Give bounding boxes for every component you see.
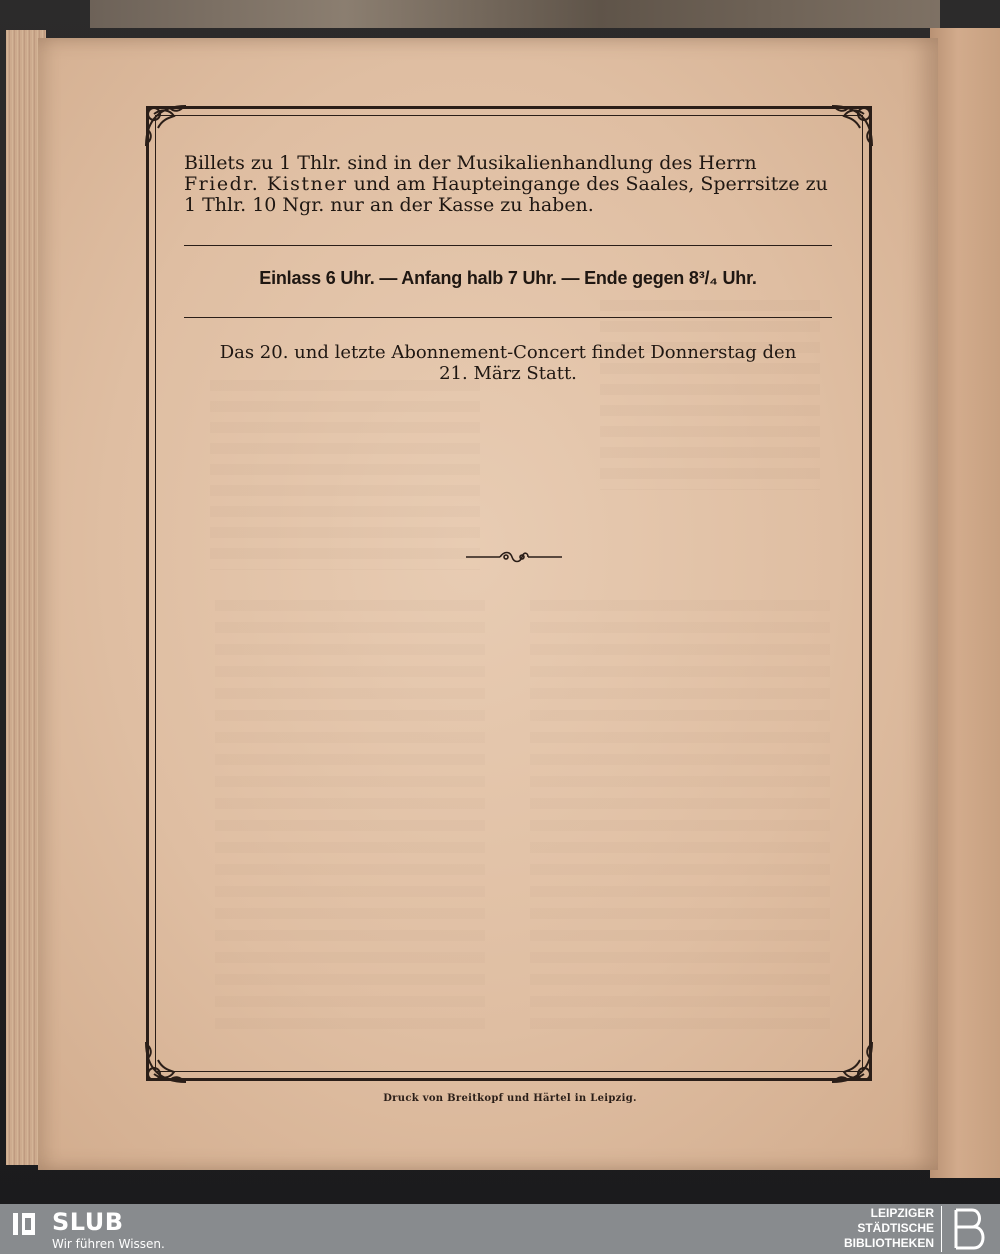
library-name[interactable]	[800, 1206, 934, 1251]
concert-times: Einlass 6 Uhr. — Anfang halb 7 Uhr. — Ende gegen 8³/₄ Uhr.	[259, 268, 757, 288]
divider-rule	[184, 317, 832, 318]
page-border-inner	[155, 115, 863, 1072]
corner-ornament-icon	[826, 100, 878, 152]
corner-ornament-icon	[140, 100, 192, 152]
ticket-notice	[184, 153, 832, 216]
book-right-edge	[930, 28, 1000, 1178]
printer-credit: Druck von Breitkopf und Härtel in Leipzig.	[383, 1093, 637, 1104]
divider-rule	[184, 245, 832, 246]
notice-line-1: Billets zu 1 Thlr. sind in der Musikalienhandlung des Herrn	[184, 152, 757, 174]
slub-logo-icon[interactable]	[11, 1209, 41, 1239]
library-name-line-2: STÄDTISCHE	[857, 1221, 934, 1235]
slub-name[interactable]: SLUB	[52, 1208, 124, 1236]
notice-seller-name: Friedr. Kistner	[184, 173, 348, 195]
library-name-line-1: LEIPZIGER	[870, 1206, 934, 1220]
corner-ornament-icon	[140, 1036, 192, 1088]
book-spine-top	[90, 0, 940, 28]
flourish-icon	[464, 550, 564, 564]
notice-line-3: 1 Thlr. 10 Ngr. nur an der Kasse zu haben.	[184, 194, 594, 216]
next-concert-line-1: Das 20. und letzte Abonnement-Concert findet Donnerstag den	[219, 342, 797, 363]
library-name-line-3: BIBLIOTHEKEN	[844, 1236, 934, 1250]
library-logo-icon[interactable]	[950, 1206, 994, 1252]
notice-line-2: und am Haupteingange des Saales, Sperrsitze zu	[347, 173, 828, 195]
corner-ornament-icon	[826, 1036, 878, 1088]
slub-tagline: Wir führen Wissen.	[52, 1237, 165, 1251]
next-concert-line-2: 21. März Statt.	[439, 363, 577, 384]
next-concert-notice	[184, 342, 832, 384]
footer-separator	[941, 1206, 942, 1252]
